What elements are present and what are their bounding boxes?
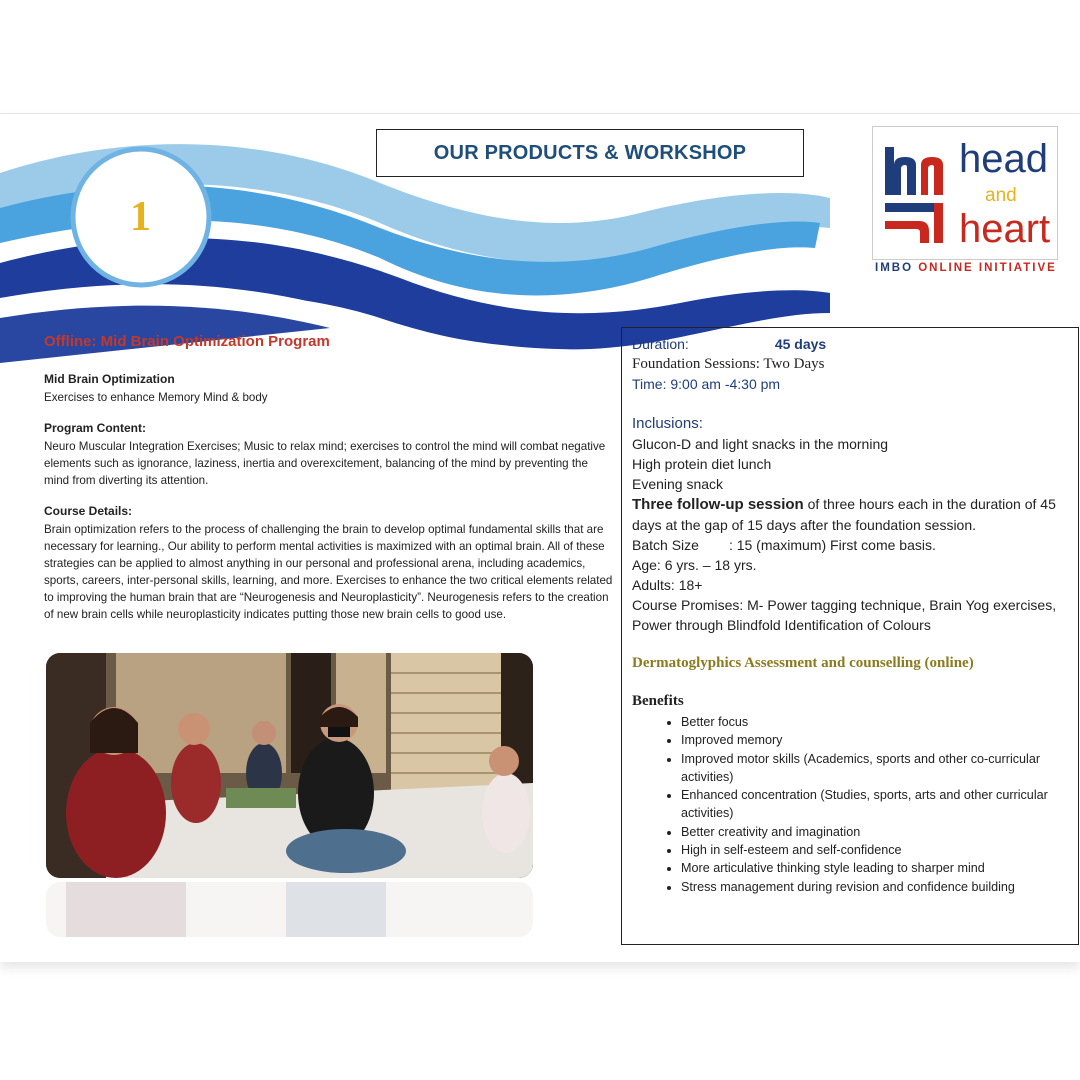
workshop-photo	[46, 653, 533, 878]
hh-monogram-icon	[879, 133, 959, 253]
batch-size: Batch Size : 15 (maximum) First come basis.	[632, 537, 936, 553]
program-title: Offline: Mid Brain Optimization Program	[44, 333, 330, 350]
program-content-text: Neuro Muscular Integration Exercises; Music to relax mind; exercises to control the mind will combat negative elements such as ignorance, laziness, inertia and overexcitement, balancing of the mind by preventing the mind from diverting its attention.	[44, 440, 606, 487]
logo-word-heart: heart	[959, 207, 1051, 251]
brand-logo	[872, 126, 1058, 260]
mbo-heading: Mid Brain Optimization	[44, 372, 175, 386]
list-item: • More articulative thinking style leading to sharper mind	[681, 859, 1072, 877]
course-details-heading: Course Details:	[44, 504, 133, 518]
duration-label: Duration:	[632, 336, 689, 352]
inclusion-item: Glucon-D and light snacks in the morning	[632, 436, 889, 452]
list-item: • Enhanced concentration (Studies, sports, arts and other curricular activities)	[681, 786, 1072, 823]
inclusion-item: Evening snack	[632, 476, 724, 492]
left-column	[44, 333, 614, 623]
mbo-text: Exercises to enhance Memory Mind & body	[44, 391, 268, 404]
section-number: 1	[130, 194, 151, 240]
list-item: • Stress management during revision and confidence building	[681, 878, 1072, 896]
course-details-text: Brain optimization refers to the process of challenging the brain to develop optimal fundamental skills that are necessary for learning., Our ability to perform mental activities is maximized with an optimal brain. All of these strategies can be applied to almost anything in our personal and professional arena, including academics, sports, careers, inter-personal skills, learning, and more. Exercises to enhance the two critical elements related to improving the human brain that are “Neurogenesis and Neuroplasticity”. Neurogenesis refers to the creation of new brain cells while neuroplasticity indicates putting those new brain cells to good use.	[44, 523, 613, 621]
page-title-box	[376, 129, 804, 177]
list-item: • Improved memory	[681, 731, 1072, 749]
session-time: Time: 9:00 am -4:30 pm	[632, 376, 781, 392]
dermatoglyphics-title: Dermatoglyphics Assessment and counselling (online)	[632, 655, 974, 671]
followup-info: Three follow-up session of three hours each in the duration of 45 days at the gap of 15 days after the foundation session.	[632, 496, 1056, 533]
program-content-heading: Program Content:	[44, 421, 146, 435]
duration-value: 45 days	[774, 336, 827, 352]
page-title: OUR PRODUCTS & WORKSHOP	[433, 141, 747, 164]
logo-tagline: IMBO ONLINE INITIATIVE	[875, 262, 1057, 274]
foundation-sessions: Foundation Sessions: Two Days	[632, 356, 825, 372]
benefits-heading: Benefits	[632, 693, 684, 709]
list-item: • Better focus	[681, 713, 1072, 731]
course-promises: Course Promises: M- Power tagging technique, Brain Yog exercises, Power through Blindfold Identification of Colours	[632, 597, 1057, 633]
inclusions-heading: Inclusions:	[632, 415, 703, 432]
logo-word-head: head	[959, 137, 1048, 181]
list-item: • High in self-esteem and self-confidence	[681, 841, 1072, 859]
details-content	[632, 334, 1072, 896]
list-item: • Improved motor skills (Academics, sports and other co-curricular activities)	[681, 750, 1072, 787]
adults-age: Adults: 18+	[632, 577, 703, 593]
inclusion-item: High protein diet lunch	[632, 456, 772, 472]
benefits-list	[632, 713, 1072, 896]
list-item: • Better creativity and imagination	[681, 823, 1072, 841]
age-range: Age: 6 yrs. – 18 yrs.	[632, 557, 757, 573]
logo-word-and: and	[985, 185, 1017, 206]
workshop-photo-reflection	[46, 882, 533, 937]
